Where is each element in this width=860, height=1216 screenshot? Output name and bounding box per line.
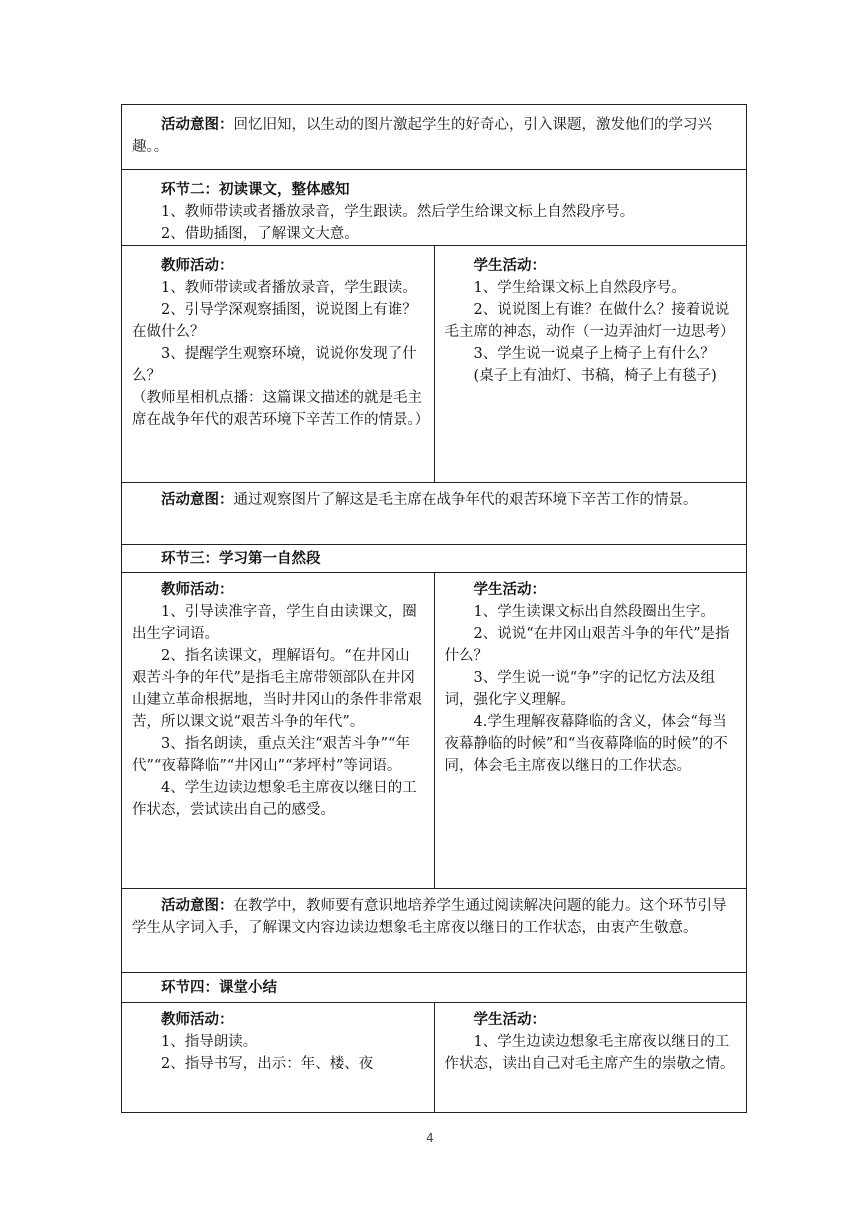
teacher-activity-heading: 教师活动： bbox=[161, 1011, 234, 1028]
activity-intent-body: 回忆旧知，以生动的图片激起学生的好奇心，引入课题，激发他们的学习兴趣。。 bbox=[132, 117, 712, 155]
student-activity-heading: 学生活动： bbox=[473, 257, 546, 274]
student-activity-heading: 学生活动： bbox=[473, 581, 546, 598]
student-activity-item: 1、学生读课文标出自然段圈出生字。 bbox=[473, 604, 715, 620]
activity-intent-text bbox=[132, 114, 736, 158]
activity-intent-label: 活动意图： bbox=[161, 491, 234, 508]
activity-intent-text bbox=[132, 895, 736, 939]
section-line: 2、借助插图，了解课文大意。 bbox=[161, 226, 359, 242]
teacher-activity-item: 1、引导读准字音，学生自由读课文，圈出生字词语。 bbox=[132, 604, 417, 642]
teacher-activity-heading: 教师活动： bbox=[161, 581, 234, 598]
activity-intent-row bbox=[122, 483, 747, 545]
student-activity-item: 4.学生理解夜幕降临的含义，体会“每当夜幕静临的时候”和“当夜幕降临的时候”的不同，体会毛主席夜以继日的工作状态。 bbox=[444, 714, 728, 774]
teacher-activity-heading: 教师活动： bbox=[161, 257, 234, 274]
student-activity-item: 1、学生给课文标上自然段序号。 bbox=[473, 280, 686, 296]
activity-intent-text bbox=[132, 489, 736, 511]
teacher-activity-item: 2、指名读课文，理解语句。“在井冈山艰苦斗争的年代”是指毛主席带领部队在井冈山建立革命根据地，当时井冈山的条件非常艰苦，所以课文说“艰苦斗争的年代”。 bbox=[132, 648, 422, 730]
student-activity-cell bbox=[434, 573, 747, 889]
teacher-activity-item: 1、指导朗读。 bbox=[161, 1034, 258, 1050]
section-line: 1、教师带读或者播放录音，学生跟读。然后学生给课文标上自然段序号。 bbox=[161, 204, 635, 220]
section-title: 环节四：课堂小结 bbox=[161, 979, 277, 996]
teacher-activity-cell bbox=[122, 246, 435, 483]
activity-intent-row bbox=[122, 105, 747, 170]
teacher-activity-item: 3、提醒学生观察环境，说说你发现了什么？ bbox=[132, 346, 417, 384]
student-activity-item: 2、说说图上有谁？在做什么？接着说说毛主席的神态，动作（一边弄油灯一边思考） bbox=[444, 302, 735, 340]
activity-intent-body: 在教学中，教师要有意识地培养学生通过阅读解决问题的能力。这个环节引导学生从字词入手，了解课文内容边读边想象毛主席夜以继日的工作状态，由衷产生敬意。 bbox=[132, 898, 727, 936]
student-activity-item: 3、学生说一说桌子上椅子上有什么？ bbox=[473, 346, 715, 362]
teacher-activity-item: 2、指导书写，出示：年、楼、夜 bbox=[161, 1056, 374, 1072]
teacher-activity-item: 2、引导学深观察插图，说说图上有谁？在做什么？ bbox=[132, 302, 417, 340]
activity-intent-body: 通过观察图片了解这是毛主席在战争年代的艰苦环境下辛苦工作的情景。 bbox=[233, 492, 698, 508]
student-activity-cell bbox=[434, 246, 747, 483]
activity-intent-label: 活动意图： bbox=[161, 116, 234, 133]
teacher-activity-cell bbox=[122, 573, 435, 889]
activities-row bbox=[122, 573, 747, 889]
teacher-activity-item: 1、教师带读或者播放录音，学生跟读。 bbox=[161, 280, 417, 296]
section-title: 环节二：初读课文，整体感知 bbox=[161, 181, 350, 198]
student-activity-heading: 学生活动： bbox=[473, 1011, 546, 1028]
section-title: 环节三：学习第一自然段 bbox=[161, 550, 321, 567]
teacher-activity-item: 3、指名朗读，重点关注“艰苦斗争”“年代”“夜幕降临”“井冈山”“茅坪村”等词语。 bbox=[132, 736, 410, 774]
student-activity-cell bbox=[434, 1003, 747, 1113]
section-row bbox=[122, 545, 747, 573]
activities-row bbox=[122, 246, 747, 483]
student-activity-item: (桌子上有油灯、书稿，椅子上有毯子) bbox=[473, 368, 717, 384]
student-activity-item: 3、学生说一说“争”字的记忆方法及组词，强化字义理解。 bbox=[444, 670, 716, 708]
teacher-activity-item: （教师星相机点播：这篇课文描述的就是毛主席在战争年代的艰苦环境下辛苦工作的情景。） bbox=[132, 390, 430, 428]
activity-intent-label: 活动意图： bbox=[161, 897, 234, 914]
teacher-activity-cell bbox=[122, 1003, 435, 1113]
student-activity-item: 2、说说“在井冈山艰苦斗争的年代”是指什么？ bbox=[444, 626, 730, 664]
activity-intent-row bbox=[122, 889, 747, 973]
section-row bbox=[122, 973, 747, 1003]
student-activity-item: 1、学生边读边想象毛主席夜以继日的工作状态，读出自己对毛主席产生的崇敬之情。 bbox=[444, 1034, 735, 1072]
activities-row bbox=[122, 1003, 747, 1113]
page-number: 4 bbox=[426, 1131, 434, 1145]
section-row bbox=[122, 170, 747, 246]
lesson-plan-table bbox=[121, 104, 747, 1113]
teacher-activity-item: 4、学生边读边想象毛主席夜以继日的工作状态，尝试读出自己的感受。 bbox=[132, 780, 417, 818]
